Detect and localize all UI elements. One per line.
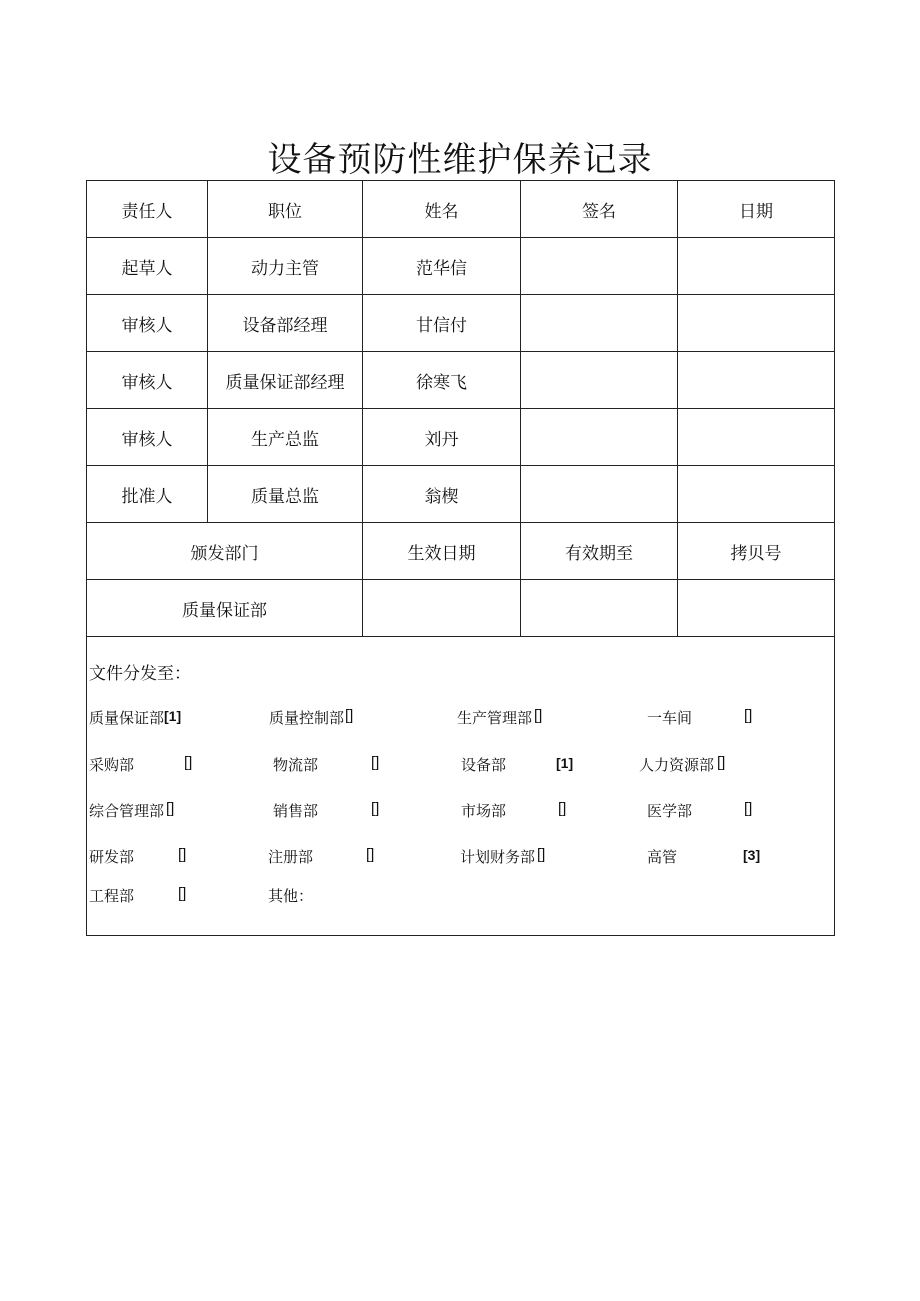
dist-item-mark: [1]	[164, 708, 182, 724]
copy-number-label: 拷贝号	[678, 523, 835, 580]
dist-item-name: 注册部	[268, 848, 314, 866]
dist-item-name: 医学部	[647, 802, 693, 820]
position-cell: 设备部经理	[208, 295, 363, 352]
header-row	[87, 181, 835, 238]
role-cell: 审核人	[87, 409, 208, 466]
dist-item-mark: []	[366, 846, 375, 863]
dist-item-name: 人力资源部	[639, 756, 715, 774]
name-cell: 刘丹	[363, 409, 521, 466]
distribution-title: 文件分发至：	[89, 664, 191, 684]
dist-item-mark: []	[537, 846, 546, 863]
role-cell: 审核人	[87, 352, 208, 409]
date-cell	[678, 295, 835, 352]
name-cell: 徐寒飞	[363, 352, 521, 409]
dist-item-mark: [1]	[556, 755, 574, 771]
dist-item-name: 综合管理部	[89, 802, 165, 820]
name-cell: 翁楔	[363, 466, 521, 523]
table-row	[87, 352, 835, 409]
role-cell: 批准人	[87, 466, 208, 523]
dist-item-name: 设备部	[461, 756, 507, 774]
dist-item-mark: []	[166, 800, 175, 817]
dist-item-name: 一车间	[647, 709, 693, 727]
document-title: 设备预防性维护保养记录	[267, 140, 653, 180]
dist-item-mark: []	[178, 885, 187, 902]
dist-item-other: 其他：	[268, 887, 314, 905]
dist-item-name: 质量控制部	[269, 709, 345, 727]
valid-until-label: 有效期至	[521, 523, 678, 580]
table-row	[87, 295, 835, 352]
position-cell: 质量总监	[208, 466, 363, 523]
dist-item-name: 物流部	[273, 756, 319, 774]
position-cell: 动力主管	[208, 238, 363, 295]
role-cell: 起草人	[87, 238, 208, 295]
header-signature: 签名	[521, 181, 678, 238]
copy-number-value	[678, 580, 835, 637]
role-cell: 审核人	[87, 295, 208, 352]
table-row	[87, 466, 835, 523]
dist-item-name: 质量保证部	[89, 709, 165, 727]
signature-cell	[521, 295, 678, 352]
dist-item-name: 研发部	[89, 848, 135, 866]
header-position: 职位	[208, 181, 363, 238]
signature-cell	[521, 352, 678, 409]
date-cell	[678, 352, 835, 409]
name-cell: 甘信付	[363, 295, 521, 352]
issue-value-row	[87, 580, 835, 637]
record-table	[86, 180, 835, 936]
valid-until-value	[521, 580, 678, 637]
dist-item-name: 销售部	[273, 802, 319, 820]
header-name: 姓名	[363, 181, 521, 238]
signature-cell	[521, 238, 678, 295]
date-cell	[678, 238, 835, 295]
dist-item-name: 计划财务部	[460, 848, 536, 866]
dist-item-name: 市场部	[461, 802, 507, 820]
signature-cell	[521, 409, 678, 466]
dist-item-mark: [3]	[743, 847, 761, 863]
effective-date-value	[363, 580, 521, 637]
dist-item-name: 生产管理部	[457, 709, 533, 727]
header-responsible: 责任人	[87, 181, 208, 238]
issue-header-row	[87, 523, 835, 580]
date-cell	[678, 409, 835, 466]
issuing-dept-value: 质量保证部	[87, 580, 363, 637]
dist-item-mark: []	[178, 846, 187, 863]
table-row	[87, 238, 835, 295]
position-cell: 生产总监	[208, 409, 363, 466]
dist-item-mark: []	[371, 800, 380, 817]
effective-date-label: 生效日期	[363, 523, 521, 580]
position-cell: 质量保证部经理	[208, 352, 363, 409]
dist-item-mark: []	[744, 707, 753, 724]
dist-item-name: 工程部	[89, 887, 135, 905]
header-date: 日期	[678, 181, 835, 238]
dist-item-mark: []	[744, 800, 753, 817]
dist-item-mark: []	[345, 707, 354, 724]
table-row	[87, 409, 835, 466]
dist-item-name: 高管	[647, 848, 678, 866]
dist-item-mark: []	[717, 754, 726, 771]
dist-item-name: 采购部	[89, 756, 135, 774]
dist-item-mark: []	[534, 707, 543, 724]
dist-item-mark: []	[558, 800, 567, 817]
distribution-cell	[87, 637, 835, 936]
issuing-dept-label: 颁发部门	[87, 523, 363, 580]
dist-item-mark: []	[371, 754, 380, 771]
signature-cell	[521, 466, 678, 523]
name-cell: 范华信	[363, 238, 521, 295]
distribution-row	[87, 637, 835, 936]
date-cell	[678, 466, 835, 523]
dist-item-mark: []	[184, 754, 193, 771]
